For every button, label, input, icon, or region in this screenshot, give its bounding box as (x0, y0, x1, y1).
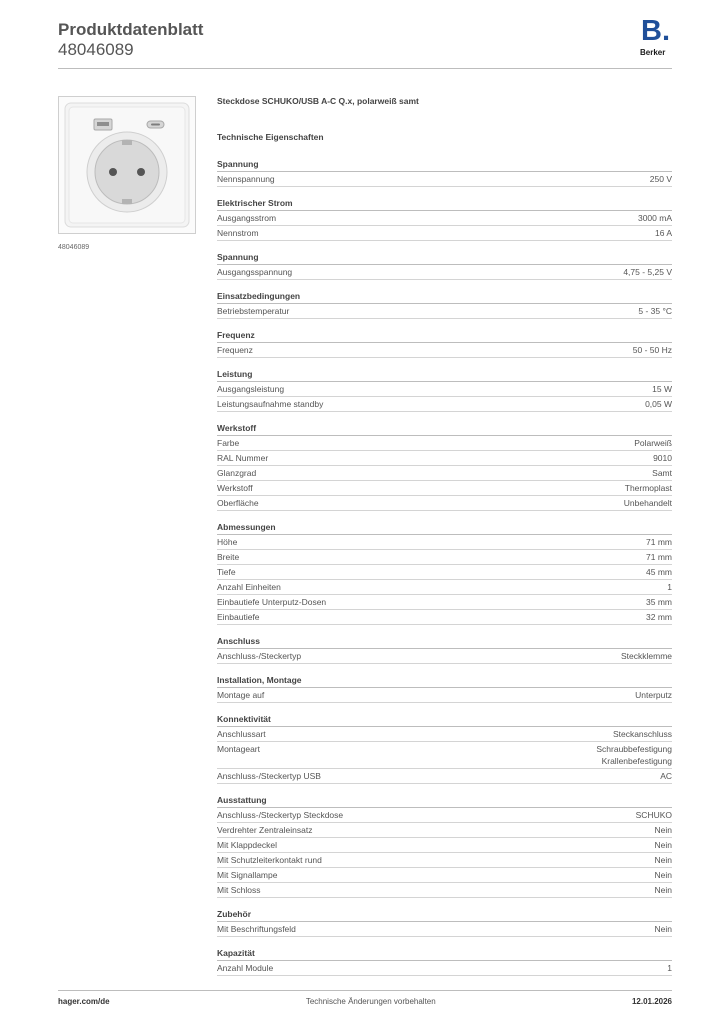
spec-row (217, 808, 672, 823)
spec-group-title: Installation, Montage (217, 674, 672, 688)
spec-group (217, 368, 672, 412)
spec-value: Nein (654, 825, 672, 835)
spec-row (217, 961, 672, 976)
spec-value: Nein (654, 870, 672, 880)
spec-value: 71 mm (646, 552, 672, 562)
spec-row (217, 727, 672, 742)
spec-group (217, 329, 672, 358)
spec-row (217, 436, 672, 451)
spec-group-title: Frequenz (217, 329, 672, 343)
footer-website: hager.com/de (58, 997, 110, 1006)
spec-label: Anschluss-/Steckertyp Steckdose (217, 810, 344, 820)
spec-label: Ausgangsspannung (217, 267, 293, 277)
spec-label: Mit Schutzleiterkontakt rund (217, 855, 322, 865)
spec-value: 1 (667, 582, 672, 592)
spec-row (217, 868, 672, 883)
spec-group-title: Anschluss (217, 635, 672, 649)
spec-group (217, 197, 672, 241)
spec-row (217, 649, 672, 664)
spec-row (217, 580, 672, 595)
spec-label: Einbautiefe (217, 612, 260, 622)
spec-row (217, 595, 672, 610)
spec-row (217, 922, 672, 937)
spec-row (217, 535, 672, 550)
spec-value: 50 - 50 Hz (632, 345, 672, 355)
spec-group (217, 521, 672, 625)
spec-value: 1 (667, 963, 672, 973)
product-image (58, 96, 196, 234)
spec-value: 15 W (652, 384, 672, 394)
spec-label: Ausgangsstrom (217, 213, 277, 223)
spec-group (217, 290, 672, 319)
image-caption: 48046089 (58, 244, 90, 251)
spec-label: Oberfläche (217, 498, 259, 508)
spec-label: Anzahl Einheiten (217, 582, 281, 592)
spec-label: Nennstrom (217, 228, 259, 238)
spec-groups (217, 158, 672, 976)
spec-row (217, 610, 672, 625)
spec-row (217, 343, 672, 358)
spec-value: Polarweiß (634, 438, 672, 448)
spec-label: Tiefe (217, 567, 236, 577)
spec-value: 35 mm (646, 597, 672, 607)
spec-row (217, 226, 672, 241)
product-name: Steckdose SCHUKO/USB A-C Q.x, polarweiß samt (217, 96, 419, 106)
spec-row (217, 451, 672, 466)
spec-group-title: Spannung (217, 251, 672, 265)
spec-group (217, 794, 672, 898)
spec-group (217, 674, 672, 703)
spec-row (217, 550, 672, 565)
spec-value: Nein (654, 885, 672, 895)
spec-group-title: Elektrischer Strom (217, 197, 672, 211)
spec-group (217, 251, 672, 280)
spec-value: 16 A (654, 228, 672, 238)
spec-label: Anschlussart (217, 729, 266, 739)
spec-value: Schraubbefestigung Krallenbefestigung (596, 744, 672, 766)
spec-group-title: Einsatzbedingungen (217, 290, 672, 304)
spec-row (217, 769, 672, 784)
footer-divider (58, 990, 672, 991)
spec-label: Betriebstemperatur (217, 306, 290, 316)
spec-row (217, 496, 672, 511)
spec-group-title: Konnektivität (217, 713, 672, 727)
spec-row (217, 304, 672, 319)
brand-logo (640, 16, 674, 57)
spec-group-title: Zubehör (217, 908, 672, 922)
spec-value: 0,05 W (645, 399, 672, 409)
spec-label: Einbautiefe Unterputz-Dosen (217, 597, 327, 607)
spec-group (217, 947, 672, 976)
spec-value: 4,75 - 5,25 V (623, 267, 672, 277)
article-number: 48046089 (58, 40, 134, 59)
spec-group-title: Spannung (217, 158, 672, 172)
spec-label: Anschluss-/Steckertyp (217, 651, 302, 661)
spec-row (217, 853, 672, 868)
spec-row (217, 466, 672, 481)
spec-value: 250 V (649, 174, 672, 184)
spec-label: Frequenz (217, 345, 253, 355)
spec-value: Steckklemme (620, 651, 672, 661)
spec-label: RAL Nummer (217, 453, 269, 463)
spec-group-title: Kapazität (217, 947, 672, 961)
spec-label: Mit Signallampe (217, 870, 278, 880)
page-title: Produktdatenblatt (58, 20, 204, 39)
spec-label: Breite (217, 552, 240, 562)
spec-value: Nein (654, 855, 672, 865)
spec-value: Steckanschluss (612, 729, 672, 739)
spec-value: Nein (654, 924, 672, 934)
header-divider (58, 68, 672, 69)
spec-group-title: Leistung (217, 368, 672, 382)
page-header (58, 20, 203, 60)
spec-group (217, 635, 672, 664)
spec-label: Mit Beschriftungsfeld (217, 924, 296, 934)
footer-date: 12.01.2026 (631, 997, 672, 1006)
spec-value: SCHUKO (635, 810, 672, 820)
spec-value: AC (660, 771, 672, 781)
spec-label: Höhe (217, 537, 238, 547)
spec-value: Unterputz (635, 690, 672, 700)
spec-label: Montage auf (217, 690, 265, 700)
spec-row (217, 211, 672, 226)
spec-label: Mit Klappdeckel (217, 840, 278, 850)
spec-label: Farbe (217, 438, 240, 448)
spec-group (217, 422, 672, 511)
spec-group (217, 158, 672, 187)
spec-value: Nein (654, 840, 672, 850)
spec-row (217, 838, 672, 853)
spec-label: Anschluss-/Steckertyp USB (217, 771, 321, 781)
spec-value: 32 mm (646, 612, 672, 622)
spec-value: Samt (652, 468, 672, 478)
spec-label: Verdrehter Zentraleinsatz (217, 825, 313, 835)
spec-label: Werkstoff (217, 483, 253, 493)
footer (58, 997, 672, 1006)
spec-value: 45 mm (646, 567, 672, 577)
spec-label: Nennspannung (217, 174, 275, 184)
spec-value: Unbehandelt (623, 498, 672, 508)
spec-value: Thermoplast (624, 483, 672, 493)
spec-label: Anzahl Module (217, 963, 274, 973)
spec-group-title: Abmessungen (217, 521, 672, 535)
spec-row (217, 481, 672, 496)
spec-label: Leistungsaufnahme standby (217, 399, 324, 409)
spec-row (217, 823, 672, 838)
spec-row (217, 742, 672, 769)
section-title: Technische Eigenschaften (217, 132, 324, 142)
spec-value: 9010 (653, 453, 672, 463)
spec-group (217, 713, 672, 784)
spec-value: 3000 mA (637, 213, 672, 223)
berker-b-icon (640, 16, 670, 42)
spec-group-title: Werkstoff (217, 422, 672, 436)
spec-row (217, 172, 672, 187)
brand-name: Berker (640, 48, 666, 57)
spec-row (217, 382, 672, 397)
spec-row (217, 883, 672, 898)
spec-label: Ausgangsleistung (217, 384, 285, 394)
spec-label: Montageart (217, 744, 260, 754)
spec-label: Glanzgrad (217, 468, 257, 478)
spec-column (217, 95, 672, 986)
spec-label: Mit Schloss (217, 885, 261, 895)
spec-value: 5 - 35 °C (638, 306, 672, 316)
spec-row (217, 565, 672, 580)
spec-row (217, 265, 672, 280)
spec-group (217, 908, 672, 937)
spec-row (217, 397, 672, 412)
spec-value: 71 mm (646, 537, 672, 547)
footer-disclaimer: Technische Änderungen vorbehalten (305, 997, 436, 1006)
spec-group-title: Ausstattung (217, 794, 672, 808)
spec-row (217, 688, 672, 703)
svg-text:B.: B. (641, 16, 670, 42)
